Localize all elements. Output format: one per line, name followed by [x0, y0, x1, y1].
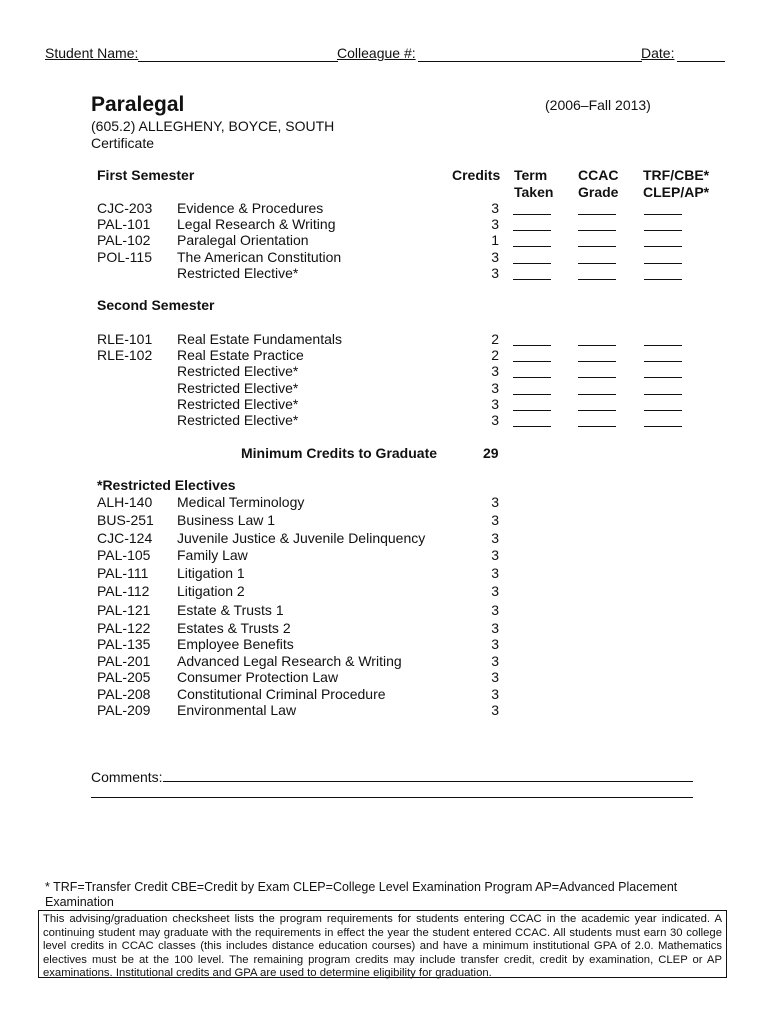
course-title: Estate & Trusts 1: [177, 602, 284, 618]
course-credits: 3: [491, 200, 499, 216]
course-code: BUS-251: [97, 512, 154, 528]
course-credits: 3: [491, 620, 499, 636]
course-row: [97, 380, 697, 397]
course-credits: 3: [491, 412, 499, 428]
trf-clep-blank[interactable]: [644, 426, 682, 427]
trf-clep-blank[interactable]: [644, 214, 682, 215]
date-label: Date:: [641, 45, 675, 61]
course-row: [97, 265, 697, 282]
course-row: [97, 347, 697, 364]
course-credits: 3: [491, 636, 499, 652]
colleague-number-field[interactable]: [418, 61, 642, 62]
elective-row: [97, 702, 697, 719]
elective-row: [97, 530, 697, 547]
term-taken-blank[interactable]: [513, 410, 551, 411]
ccac-grade-blank[interactable]: [578, 214, 616, 215]
program-title: Paralegal: [91, 93, 185, 116]
course-title: Litigation 1: [177, 565, 245, 581]
trf-clep-blank[interactable]: [644, 230, 682, 231]
course-code: POL-115: [97, 249, 152, 265]
course-credits: 3: [491, 702, 499, 718]
ccac-grade-blank[interactable]: [578, 279, 616, 280]
course-title: Restricted Elective*: [177, 363, 299, 379]
student-name-label: Student Name:: [45, 45, 139, 61]
trf-clep-blank[interactable]: [644, 345, 682, 346]
course-title: Business Law 1: [177, 512, 276, 528]
ccac-grade-blank[interactable]: [578, 246, 616, 247]
course-code: PAL-101: [97, 216, 151, 232]
comments-line-2[interactable]: [91, 797, 693, 798]
course-title: Legal Research & Writing: [177, 216, 336, 232]
course-row: [97, 216, 697, 233]
minimum-credits-value: 29: [483, 445, 499, 461]
course-code: PAL-209: [97, 702, 151, 718]
trf-clep-blank[interactable]: [644, 394, 682, 395]
elective-row: [97, 547, 697, 564]
elective-row: [97, 686, 697, 703]
trf-clep-blank[interactable]: [644, 279, 682, 280]
advising-note: This advising/graduation checksheet lists the program requirements for students entering CCAC in the academic year indicated. A continuing student may graduate with the requirements in effect the year the student entered CCAC. All students must earn 30 college level credits in CCAC classes (this includes distance education courses) and have a minimum institutional GPA of 2.0. Mathematics electives must be at the 100 level. The remaining program credits may include transfer credit, credit by examination, CLEP or AP examinations. Institutional credits and GPA are used to determine eligibility for graduation.: [38, 910, 727, 978]
course-code: CJC-124: [97, 530, 153, 546]
term-taken-blank[interactable]: [513, 361, 551, 362]
ccac-grade-blank[interactable]: [578, 361, 616, 362]
course-code: PAL-205: [97, 669, 151, 685]
course-credits: 3: [491, 653, 499, 669]
course-credits: 3: [491, 265, 499, 281]
first-semester-heading: First Semester: [97, 167, 195, 183]
term-taken-column-heading: Term Taken: [514, 167, 554, 200]
ccac-grade-blank[interactable]: [578, 394, 616, 395]
ccac-grade-column-heading: CCAC Grade: [578, 167, 619, 200]
course-title: Estates & Trusts 2: [177, 620, 291, 636]
course-credits: 3: [491, 602, 499, 618]
trf-clep-blank[interactable]: [644, 377, 682, 378]
ccac-grade-blank[interactable]: [578, 377, 616, 378]
course-credits: 3: [491, 396, 499, 412]
course-code: CJC-203: [97, 200, 153, 216]
course-credits: 3: [491, 686, 499, 702]
course-title: Medical Terminology: [177, 494, 305, 510]
program-years: (2006–Fall 2013): [545, 97, 651, 113]
course-title: Environmental Law: [177, 702, 297, 718]
credits-column-heading: Credits: [452, 167, 501, 183]
term-taken-blank[interactable]: [513, 246, 551, 247]
term-taken-blank[interactable]: [513, 426, 551, 427]
course-credits: 3: [491, 216, 499, 232]
course-code: PAL-135: [97, 636, 151, 652]
elective-row: [97, 620, 697, 637]
course-row: [97, 412, 697, 429]
elective-row: [97, 565, 697, 582]
course-code: RLE-102: [97, 347, 153, 363]
course-title: Evidence & Procedures: [177, 200, 324, 216]
course-credits: 3: [491, 512, 499, 528]
ccac-grade-blank[interactable]: [578, 426, 616, 427]
term-taken-blank[interactable]: [513, 230, 551, 231]
trf-clep-blank[interactable]: [644, 361, 682, 362]
course-code: PAL-112: [97, 583, 150, 599]
elective-row: [97, 602, 697, 619]
ccac-grade-blank[interactable]: [578, 263, 616, 264]
course-code: ALH-140: [97, 494, 153, 510]
course-title: Real Estate Practice: [177, 347, 304, 363]
ccac-grade-blank[interactable]: [578, 410, 616, 411]
course-row: [97, 363, 697, 380]
second-semester-heading: Second Semester: [97, 297, 215, 313]
restricted-electives-heading: *Restricted Electives: [97, 477, 236, 493]
elective-row: [97, 669, 697, 686]
course-credits: 1: [491, 232, 499, 248]
elective-row: [97, 636, 697, 653]
course-row: [97, 331, 697, 348]
course-title: Restricted Elective*: [177, 412, 299, 428]
elective-row: [97, 494, 697, 511]
course-title: Juvenile Justice & Juvenile Delinquency: [177, 530, 426, 546]
course-credits: 2: [491, 331, 499, 347]
course-title: Paralegal Orientation: [177, 232, 309, 248]
ccac-grade-blank[interactable]: [578, 345, 616, 346]
course-credits: 3: [491, 669, 499, 685]
course-row: [97, 396, 697, 413]
course-credits: 3: [491, 380, 499, 396]
elective-row: [97, 512, 697, 529]
comments-line-1[interactable]: [163, 781, 693, 782]
student-name-field[interactable]: [138, 61, 338, 62]
term-taken-blank[interactable]: [513, 214, 551, 215]
course-title: Consumer Protection Law: [177, 669, 339, 685]
course-title: Advanced Legal Research & Writing: [177, 653, 402, 669]
course-row: [97, 249, 697, 266]
course-credits: 3: [491, 494, 499, 510]
course-row: [97, 200, 697, 217]
course-credits: 3: [491, 530, 499, 546]
comments-label: Comments:: [91, 769, 163, 785]
term-taken-blank[interactable]: [513, 377, 551, 378]
course-credits: 3: [491, 547, 499, 563]
term-taken-blank[interactable]: [513, 263, 551, 264]
course-code: PAL-201: [97, 653, 151, 669]
course-title: Family Law: [177, 547, 248, 563]
course-title: Real Estate Fundamentals: [177, 331, 342, 347]
course-title: The American Constitution: [177, 249, 342, 265]
course-code: PAL-105: [97, 547, 151, 563]
term-taken-blank[interactable]: [513, 279, 551, 280]
elective-row: [97, 583, 697, 600]
abbreviations-footnote: * TRF=Transfer Credit CBE=Credit by Exam CLEP=College Level Examination Program AP=Advanced Placement Examination: [45, 880, 678, 909]
program-code-campuses: (605.2) ALLEGHENY, BOYCE, SOUTH: [91, 118, 335, 134]
course-code: PAL-111: [97, 565, 149, 581]
trf-clep-column-heading: TRF/CBE* CLEP/AP*: [643, 167, 710, 200]
course-code: RLE-101: [97, 331, 153, 347]
course-code: PAL-208: [97, 686, 151, 702]
course-credits: 3: [491, 363, 499, 379]
trf-clep-blank[interactable]: [644, 410, 682, 411]
course-row: [97, 232, 697, 249]
program-award: Certificate: [91, 135, 155, 151]
course-credits: 3: [491, 583, 499, 599]
course-title: Litigation 2: [177, 583, 245, 599]
colleague-number-label: Colleague #:: [337, 45, 416, 61]
course-credits: 3: [491, 249, 499, 265]
course-code: PAL-102: [97, 232, 151, 248]
term-taken-blank[interactable]: [513, 345, 551, 346]
term-taken-blank[interactable]: [513, 394, 551, 395]
course-code: PAL-121: [97, 602, 151, 618]
course-title: Employee Benefits: [177, 636, 294, 652]
minimum-credits-label: Minimum Credits to Graduate: [241, 445, 438, 461]
course-credits: 2: [491, 347, 499, 363]
course-title: Restricted Elective*: [177, 396, 299, 412]
course-code: PAL-122: [97, 620, 151, 636]
ccac-grade-blank[interactable]: [578, 230, 616, 231]
date-field[interactable]: [677, 61, 725, 62]
elective-row: [97, 653, 697, 670]
trf-clep-blank[interactable]: [644, 263, 682, 264]
course-credits: 3: [491, 565, 499, 581]
course-title: Restricted Elective*: [177, 380, 299, 396]
course-title: Constitutional Criminal Procedure: [177, 686, 386, 702]
trf-clep-blank[interactable]: [644, 246, 682, 247]
course-title: Restricted Elective*: [177, 265, 299, 281]
